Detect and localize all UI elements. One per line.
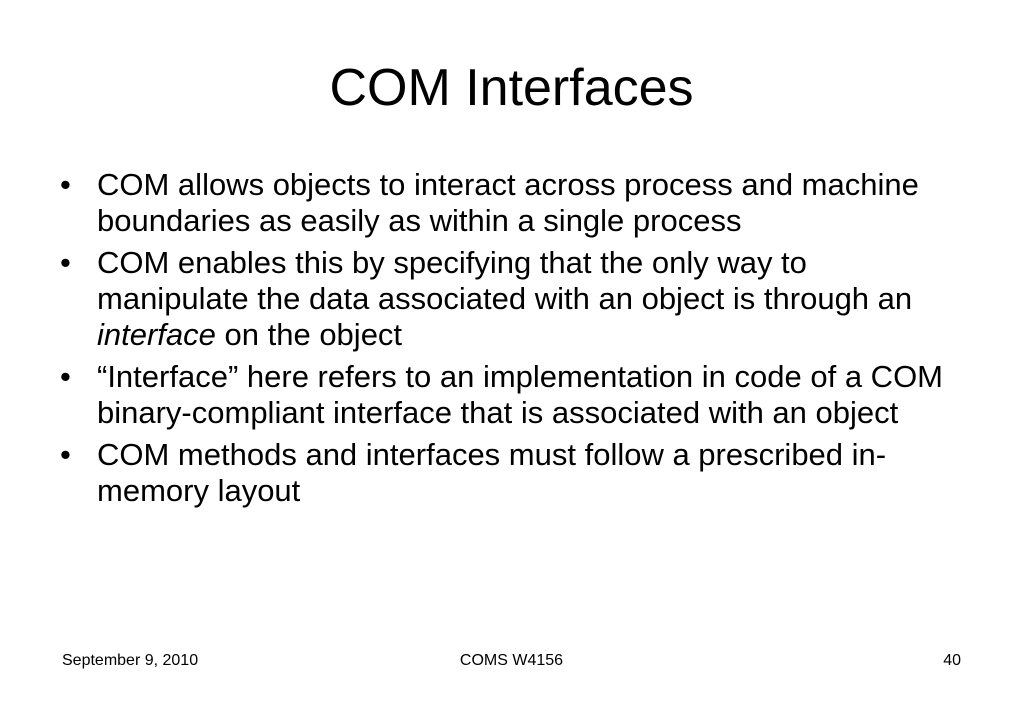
bullet-item [60, 245, 960, 353]
bullet-marker: • [60, 359, 71, 394]
bullet-item [60, 437, 960, 509]
bullet-text: COM allows objects to interact across process and machine boundaries as easily as within a single process [97, 167, 919, 238]
bullet-item [60, 359, 960, 431]
bullet-list [60, 167, 960, 515]
footer-date: September 9, 2010 [62, 652, 199, 669]
bullet-marker: • [60, 245, 71, 280]
bullet-text: “Interface” here refers to an implementation in code of a COM binary-compliant interface that is associated with an object [97, 359, 944, 430]
bullet-text-start: COM enables this by specifying that the only way to manipulate the data associated with an object is through an [97, 245, 913, 316]
bullet-text: COM methods and interfaces must follow a prescribed in-memory layout [97, 437, 887, 508]
bullet-item [60, 167, 960, 239]
slide-title: COM Interfaces [329, 59, 694, 117]
bullet-text-end: on the object [215, 317, 403, 352]
footer-course: COMS W4156 [459, 652, 564, 669]
bullet-text-emphasis: interface [97, 317, 216, 352]
bullet-text [97, 245, 912, 352]
bullet-marker: • [60, 167, 71, 202]
footer-page-number: 40 [943, 652, 961, 669]
bullet-marker: • [60, 437, 71, 472]
